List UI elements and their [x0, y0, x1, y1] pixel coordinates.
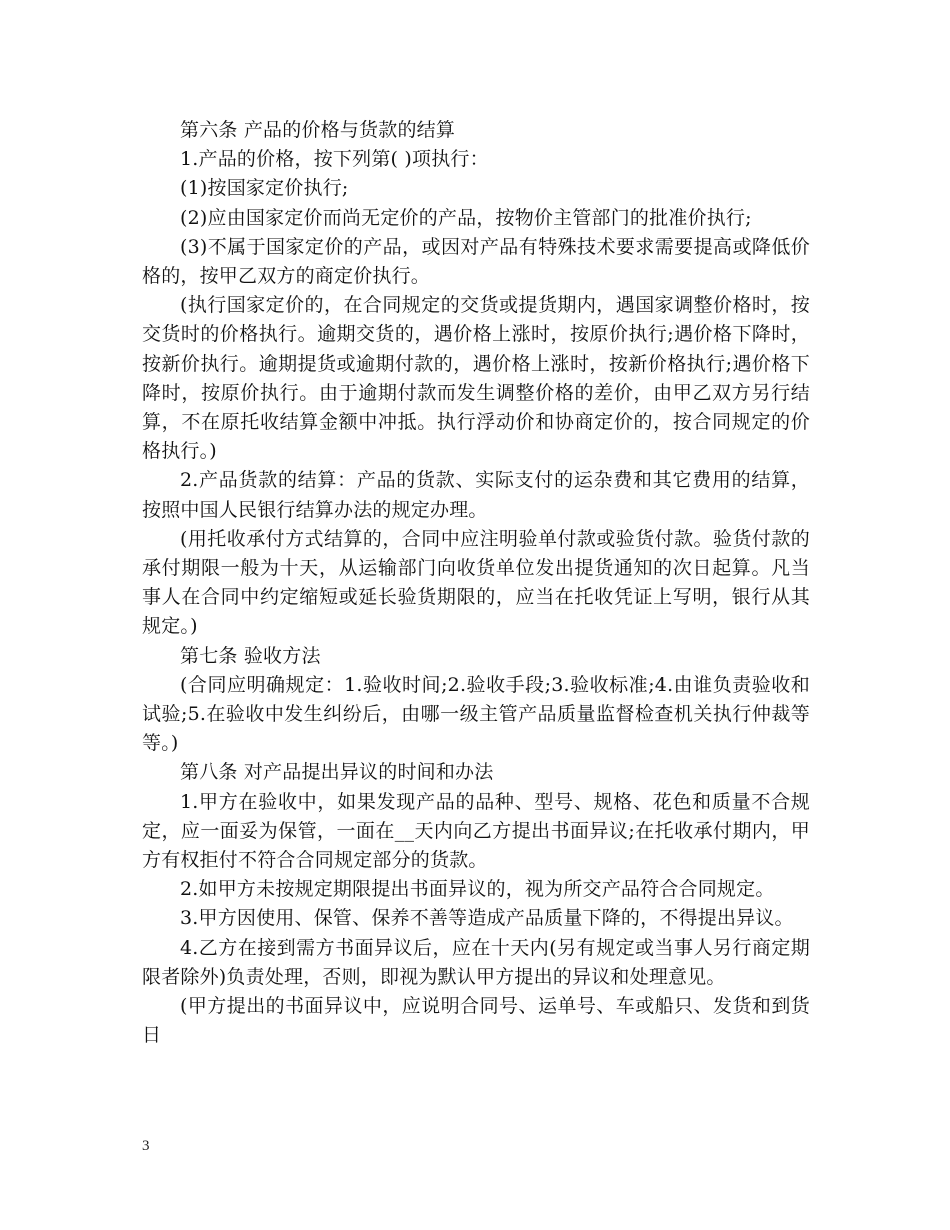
objection-note: (甲方提出的书面异议中，应说明合同号、运单号、车或船只、发货和到货日 — [142, 995, 810, 1047]
objection-clause-2: 2.如甲方未按规定期限提出书面异议的，视为所交产品符合合同规定。 — [180, 878, 775, 901]
document-body — [142, 116, 810, 1051]
page-number: 3 — [142, 1138, 150, 1154]
article-8-heading: 第八条 对产品提出异议的时间和办法 — [180, 761, 494, 784]
article-7-heading: 第七条 验收方法 — [180, 644, 321, 667]
price-option-2: (2)应由国家定价而尚无定价的产品，按物价主管部门的批准价执行; — [180, 206, 752, 229]
price-clause: 1.产品的价格，按下列第( )项执行： — [180, 148, 489, 171]
objection-clause-1: 1.甲方在验收中，如果发现产品的品种、型号、规格、花色和质量不合规定，应一面妥为保管，一面在__天内向乙方提出书面异议;在托收承付期内，甲方有权拒付不符合合同规定部分的货款。 — [142, 790, 810, 872]
article-6-heading: 第六条 产品的价格与货款的结算 — [180, 119, 456, 141]
price-option-3: (3)不属于国家定价的产品，或因对产品有特殊技术要求需要提高或降低价格的，按甲乙双方的商定价执行。 — [142, 235, 810, 288]
collection-payment-note: (用托收承付方式结算的，合同中应注明验单付款或验货付款。验货付款的承付期限一般为十天，从运输部门向收货单位发出提货通知的次日起算。凡当事人在合同中约定缩短或延长验货期限的，应当在托收凭证上写明，银行从其规定。) — [142, 527, 810, 638]
objection-clause-4: 4.乙方在接到需方书面异议后，应在十天内(另有规定或当事人另行商定期限者除外)负责处理，否则，即视为默认甲方提出的异议和处理意见。 — [142, 936, 810, 988]
acceptance-note: (合同应明确规定：1.验收时间;2.验收手段;3.验收标准;4.由谁负责验收和试验;5.在验收中发生纠纷后，由哪一级主管产品质量监督检查机关执行仲裁等等。) — [142, 673, 810, 755]
objection-clause-3: 3.甲方因使用、保管、保养不善等造成产品质量下降的，不得提出异议。 — [180, 907, 794, 930]
payment-settlement-clause: 2.产品货款的结算：产品的货款、实际支付的运杂费和其它费用的结算，按照中国人民银行结算办法的规定办理。 — [142, 469, 810, 521]
price-adjustment-note: (执行国家定价的，在合同规定的交货或提货期内，遇国家调整价格时，按交货时的价格执行。逾期交货的，遇价格上涨时，按原价执行;遇价格下降时，按新价执行。逾期提货或逾期付款的，遇价格上涨时，按新价格执行;遇价格下降时，按原价执行。由于逾期付款而发生调整价格的差价，由甲乙双方另行结算，不在原托收结算金额中冲抵。执行浮动价和协商定价的，按合同规定的价格执行。) — [142, 294, 810, 463]
price-option-1: (1)按国家定价执行; — [180, 177, 349, 200]
